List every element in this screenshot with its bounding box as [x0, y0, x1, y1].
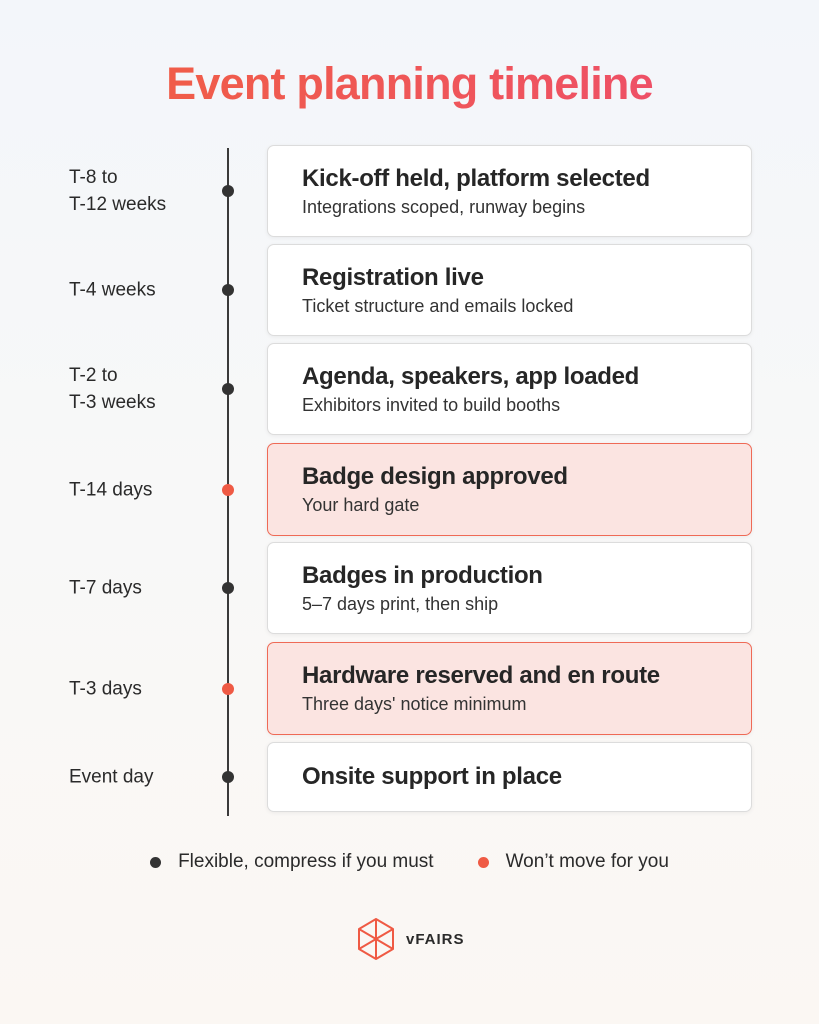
milestone-subtitle: Exhibitors invited to build booths: [302, 394, 561, 415]
milestone-title: Badges in production: [302, 561, 543, 589]
milestone-when: T-7 days: [69, 577, 142, 599]
milestone-dot: [222, 185, 234, 197]
page-title: Event planning timeline: [0, 58, 819, 110]
milestone-card: [267, 343, 752, 435]
legend-label-flexible: Flexible, compress if you must: [178, 851, 434, 872]
milestone-dot: [222, 683, 234, 695]
milestone-subtitle: Your hard gate: [302, 495, 420, 515]
milestone-subtitle: Three days' notice minimum: [302, 694, 527, 714]
legend-item-fixed: [478, 851, 669, 873]
hexagon-cube-logo-icon: [352, 915, 400, 963]
milestone-when: T-2 to T-3 weeks: [69, 365, 156, 413]
milestone-dot: [222, 771, 234, 783]
brand-name: vFAIRS: [406, 930, 465, 948]
milestone-subtitle: Ticket structure and emails locked: [302, 295, 574, 316]
milestone-when: T-3 days: [69, 678, 142, 699]
milestone-card: [267, 542, 752, 634]
milestone-dot: [222, 582, 234, 594]
legend-item-flexible: [150, 851, 434, 873]
milestone-card: [267, 443, 752, 536]
milestone-subtitle: 5–7 days print, then ship: [302, 593, 499, 614]
milestone-card: [267, 244, 752, 336]
timeline-axis: [227, 148, 229, 816]
milestone-when: Event day: [69, 766, 154, 788]
legend: [0, 851, 819, 873]
milestone-subtitle: Integrations scoped, runway begins: [302, 196, 586, 217]
milestone-dot: [222, 284, 234, 296]
milestone-title: Badge design approved: [302, 463, 568, 490]
milestone-card: [267, 642, 752, 735]
brand-logo: [352, 915, 465, 963]
milestone-when: T-14 days: [69, 479, 153, 500]
milestone-title: Kick-off held, platform selected: [302, 164, 650, 192]
milestone-title: Onsite support in place: [302, 763, 562, 790]
legend-label-fixed: Won’t move for you: [505, 851, 669, 872]
milestone-dot: [222, 383, 234, 395]
fixed-dot-icon: [478, 857, 489, 868]
milestone-when: T-4 weeks: [69, 279, 156, 301]
milestone-dot: [222, 484, 234, 496]
milestone-title: Agenda, speakers, app loaded: [302, 362, 640, 390]
flexible-dot-icon: [150, 857, 161, 868]
milestone-when: T-8 to T-12 weeks: [69, 167, 167, 215]
milestone-title: Hardware reserved and en route: [302, 662, 660, 689]
milestone-card: [267, 742, 752, 812]
milestone-title: Registration live: [302, 263, 484, 291]
milestone-card: [267, 145, 752, 237]
